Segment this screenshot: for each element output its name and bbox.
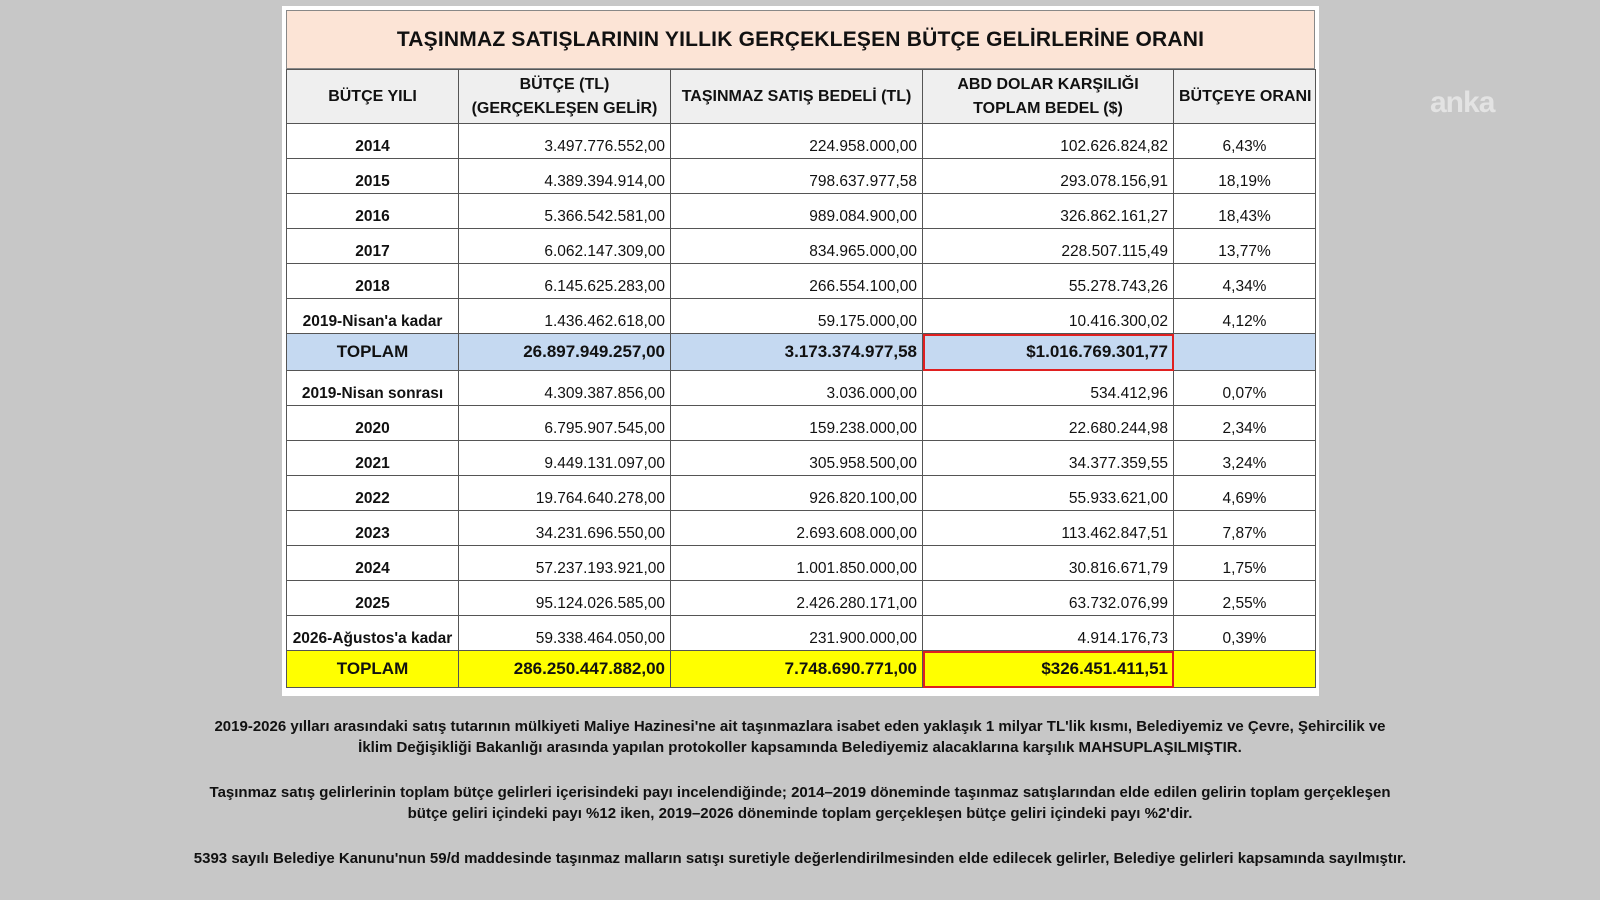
cell-budget: 19.764.640.278,00 xyxy=(459,476,671,511)
table-row xyxy=(287,124,1316,159)
cell-sale: 1.001.850.000,00 xyxy=(671,546,923,581)
header-budget: BÜTÇE (TL) (GERÇEKLEŞEN GELİR) xyxy=(459,70,671,124)
header-year: BÜTÇE YILI xyxy=(287,70,459,124)
cell-sale: 7.748.690.771,00 xyxy=(671,651,923,688)
cell-usd: 63.732.076,99 xyxy=(923,581,1174,616)
cell-sale: 926.820.100,00 xyxy=(671,476,923,511)
cell-budget: 6.145.625.283,00 xyxy=(459,264,671,299)
table-row xyxy=(287,159,1316,194)
note-share: Taşınmaz satış gelirlerinin toplam bütçe gelirleri içerisindeki payı incelendiğinde; 2014–2019 döneminde taşınmaz satışlarından elde edilen gelirin toplam gerçekleşen bütçe geliri içindeki payı %12 iken, 2019–2026 döneminde toplam gerçekleşen bütçe geliri içindeki payı %2'dir. xyxy=(209,784,1391,822)
cell-ratio: 0,07% xyxy=(1174,371,1316,406)
cell-budget: 34.231.696.550,00 xyxy=(459,511,671,546)
cell-sale: 2.693.608.000,00 xyxy=(671,511,923,546)
cell-sale: 798.637.977,58 xyxy=(671,159,923,194)
cell-ratio: 18,19% xyxy=(1174,159,1316,194)
cell-ratio: 4,34% xyxy=(1174,264,1316,299)
table-row xyxy=(287,371,1316,406)
cell-usd: 113.462.847,51 xyxy=(923,511,1174,546)
cell-ratio: 2,55% xyxy=(1174,581,1316,616)
cell-year: 2019-Nisan'a kadar xyxy=(287,299,459,334)
table-row xyxy=(287,476,1316,511)
cell-usd: $326.451.411,51 xyxy=(923,651,1174,688)
cell-sale: 224.958.000,00 xyxy=(671,124,923,159)
cell-sale: 3.173.374.977,58 xyxy=(671,334,923,371)
cell-budget: 4.389.394.914,00 xyxy=(459,159,671,194)
table-row xyxy=(287,299,1316,334)
cell-year: 2014 xyxy=(287,124,459,159)
cell-sale: 3.036.000,00 xyxy=(671,371,923,406)
cell-year: 2016 xyxy=(287,194,459,229)
total-row xyxy=(287,334,1316,371)
cell-usd: 55.933.621,00 xyxy=(923,476,1174,511)
cell-budget: 5.366.542.581,00 xyxy=(459,194,671,229)
note-mahsuplasma: 2019-2026 yılları arasındaki satış tutarının mülkiyeti Maliye Hazinesi'ne ait taşınmazlara isabet eden yaklaşık 1 milyar TL'lik kısmı, Belediyemiz ve Çevre, Şehircilik ve İklim Değişikliği Bakanlığı arasında yapılan protokoller kapsamında Belediyemiz alacaklarına karşılık MAHSUPLAŞILMIŞTIR. xyxy=(214,718,1386,756)
note-law: 5393 sayılı Belediye Kanunu'nun 59/d maddesinde taşınmaz malların satışı suretiyle değerlendirilmesinden elde edilecek gelirler, Belediye gelirleri kapsamında sayılmıştır. xyxy=(193,850,1407,867)
cell-budget: 286.250.447.882,00 xyxy=(459,651,671,688)
cell-budget: 6.062.147.309,00 xyxy=(459,229,671,264)
cell-ratio: 2,34% xyxy=(1174,406,1316,441)
cell-year: 2015 xyxy=(287,159,459,194)
cell-usd: 534.412,96 xyxy=(923,371,1174,406)
cell-ratio xyxy=(1174,651,1316,688)
cell-sale: 159.238.000,00 xyxy=(671,406,923,441)
cell-year: 2025 xyxy=(287,581,459,616)
cell-sale: 834.965.000,00 xyxy=(671,229,923,264)
total-row xyxy=(287,651,1316,688)
table-row xyxy=(287,511,1316,546)
table-title: TAŞINMAZ SATIŞLARININ YILLIK GERÇEKLEŞEN BÜTÇE GELİRLERİNE ORANI xyxy=(286,10,1315,69)
header-row xyxy=(287,70,1316,124)
cell-ratio: 0,39% xyxy=(1174,616,1316,651)
cell-ratio xyxy=(1174,334,1316,371)
cell-budget: 95.124.026.585,00 xyxy=(459,581,671,616)
cell-sale: 2.426.280.171,00 xyxy=(671,581,923,616)
cell-usd: 4.914.176,73 xyxy=(923,616,1174,651)
header-usd: ABD DOLAR KARŞILIĞI TOPLAM BEDEL ($) xyxy=(923,70,1174,124)
header-sale: TAŞINMAZ SATIŞ BEDELİ (TL) xyxy=(671,70,923,124)
cell-ratio: 4,69% xyxy=(1174,476,1316,511)
cell-usd: 102.626.824,82 xyxy=(923,124,1174,159)
cell-year: TOPLAM xyxy=(287,651,459,688)
cell-year: 2018 xyxy=(287,264,459,299)
table-row xyxy=(287,406,1316,441)
table-row xyxy=(287,546,1316,581)
cell-budget: 1.436.462.618,00 xyxy=(459,299,671,334)
table-row xyxy=(287,441,1316,476)
cell-sale: 305.958.500,00 xyxy=(671,441,923,476)
table-row xyxy=(287,229,1316,264)
cell-budget: 4.309.387.856,00 xyxy=(459,371,671,406)
cell-ratio: 13,77% xyxy=(1174,229,1316,264)
header-ratio: BÜTÇEYE ORANI xyxy=(1174,70,1316,124)
table-row xyxy=(287,616,1316,651)
cell-year: 2022 xyxy=(287,476,459,511)
cell-budget: 3.497.776.552,00 xyxy=(459,124,671,159)
cell-ratio: 6,43% xyxy=(1174,124,1316,159)
table-row xyxy=(287,264,1316,299)
spreadsheet-image xyxy=(282,6,1319,696)
cell-budget: 6.795.907.545,00 xyxy=(459,406,671,441)
anka-logo-watermark: anka xyxy=(1430,86,1495,119)
cell-usd: 326.862.161,27 xyxy=(923,194,1174,229)
cell-year: 2019-Nisan sonrası xyxy=(287,371,459,406)
cell-ratio: 1,75% xyxy=(1174,546,1316,581)
cell-sale: 231.900.000,00 xyxy=(671,616,923,651)
cell-year: 2021 xyxy=(287,441,459,476)
cell-year: 2026-Ağustos'a kadar xyxy=(287,616,459,651)
cell-usd: 10.416.300,02 xyxy=(923,299,1174,334)
cell-usd: 228.507.115,49 xyxy=(923,229,1174,264)
cell-year: 2024 xyxy=(287,546,459,581)
cell-year: 2020 xyxy=(287,406,459,441)
cell-year: TOPLAM xyxy=(287,334,459,371)
cell-sale: 989.084.900,00 xyxy=(671,194,923,229)
cell-ratio: 3,24% xyxy=(1174,441,1316,476)
cell-year: 2023 xyxy=(287,511,459,546)
cell-usd: 34.377.359,55 xyxy=(923,441,1174,476)
cell-ratio: 18,43% xyxy=(1174,194,1316,229)
cell-ratio: 4,12% xyxy=(1174,299,1316,334)
cell-usd: 293.078.156,91 xyxy=(923,159,1174,194)
cell-budget: 57.237.193.921,00 xyxy=(459,546,671,581)
cell-year: 2017 xyxy=(287,229,459,264)
data-table xyxy=(286,69,1316,688)
cell-usd: 22.680.244,98 xyxy=(923,406,1174,441)
table-row xyxy=(287,194,1316,229)
footnotes xyxy=(40,716,1560,893)
cell-budget: 59.338.464.050,00 xyxy=(459,616,671,651)
cell-ratio: 7,87% xyxy=(1174,511,1316,546)
cell-budget: 9.449.131.097,00 xyxy=(459,441,671,476)
cell-sale: 59.175.000,00 xyxy=(671,299,923,334)
cell-usd: 30.816.671,79 xyxy=(923,546,1174,581)
table-row xyxy=(287,581,1316,616)
cell-budget: 26.897.949.257,00 xyxy=(459,334,671,371)
cell-sale: 266.554.100,00 xyxy=(671,264,923,299)
cell-usd: $1.016.769.301,77 xyxy=(923,334,1174,371)
cell-usd: 55.278.743,26 xyxy=(923,264,1174,299)
